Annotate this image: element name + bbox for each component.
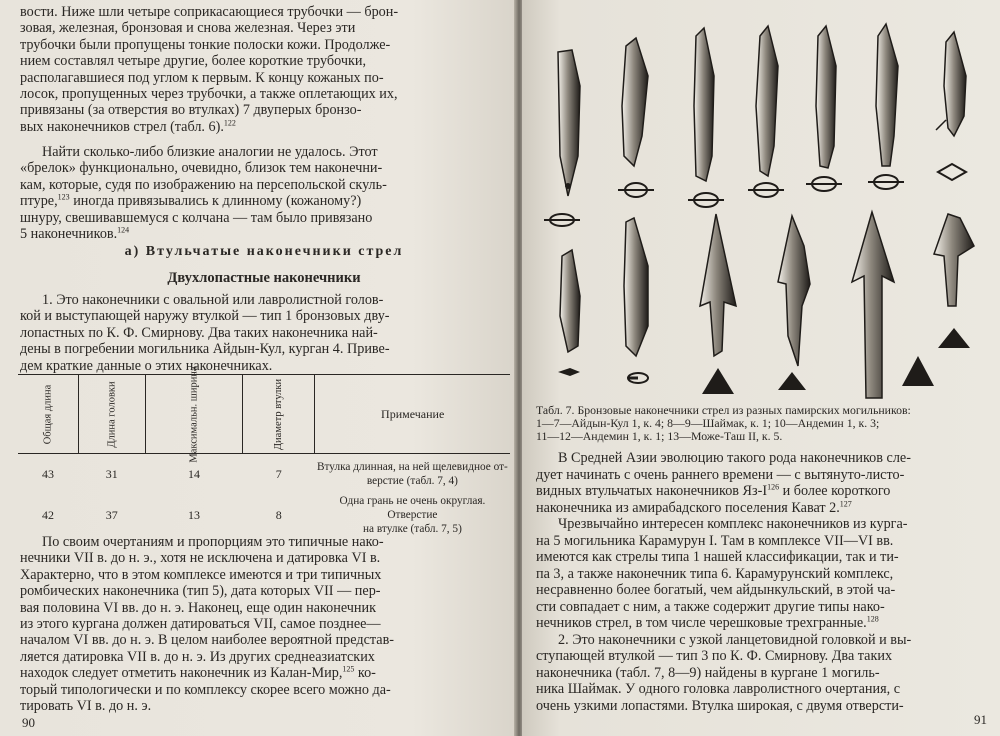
text-line: По своим очертаниям и пропорциям это типичные нако- xyxy=(42,534,384,550)
arrowhead-plate xyxy=(530,6,990,406)
type1-paragraph xyxy=(20,292,508,374)
analogy-paragraph xyxy=(20,144,508,242)
measurements-table xyxy=(18,366,510,536)
table-cell-note: Одна грань не очень округлая. Отверстие на втулке (табл. 7, 5) xyxy=(339,495,486,535)
text-line: вых наконечников стрел (табл. 6).$^{122}$ xyxy=(20,118,236,135)
text-line: 5 наконечников.$^{124}$ xyxy=(20,225,130,243)
footnote-ref: 122 xyxy=(223,118,236,128)
text-line: лосок, пропущенных через трубочки, а также оплетающих их, xyxy=(20,86,398,103)
section-heading: а) Втульчатые наконечники стрел xyxy=(124,244,404,259)
text-line: сти совпадает с ним, а также содержит другие типы нако- xyxy=(536,598,885,615)
text-line: дует начинать с очень раннего времени — с вытянуто-листо- xyxy=(536,466,905,483)
table-cell: 31 xyxy=(105,466,118,481)
table-row xyxy=(18,494,510,536)
text-line: ступающей втулкой — тип 3 по К. Ф. Смирнову. Два таких xyxy=(536,648,893,664)
text-line: Характерно, что в этом комплексе имеются и три типичных xyxy=(20,566,382,583)
text-line: кой и выступающей наружу втулкой — тип 1 бронзовых дву- xyxy=(20,308,390,325)
footnote-ref: 127 xyxy=(839,498,852,508)
text-line: 2. Это наконечники с узкой ланцетовидной головкой и вы- xyxy=(558,631,912,648)
text-line: тировать VI в. до н. э. xyxy=(20,698,152,715)
column-header: Общая длина xyxy=(18,375,78,454)
text-line: на 5 могильника Карамурун I. Там в комплексе VII—VI вв. xyxy=(536,532,894,549)
text-line: располагавшиеся под углом к первым. К концу кожаных по- xyxy=(20,69,384,86)
text-line: привязаны (за отверстия во втулках) 7 двуперых бронзо- xyxy=(20,102,362,119)
text-line: ляется датировка VII в. до н. э. Из других среднеазиатских xyxy=(20,648,375,665)
text-line: наконечника из амирабадского поселения Кават 2.$^{127}$ xyxy=(536,498,852,516)
text-line: нием составлял четыре другие, более короткие трубочки, xyxy=(20,53,367,70)
intro-paragraph xyxy=(20,4,508,135)
caption-line: 1—7—Айдын-Кул 1, к. 4; 8—9—Шаймак, к. 1; 10—Андемин 1, к. 3; xyxy=(536,415,880,430)
text-line: несравненно более богатый, чем айдынкульский, в этой ча- xyxy=(536,582,896,598)
arrowhead-drawing xyxy=(624,218,648,383)
text-line: очень узкими лопастями. Втулка широкая, с двумя отверсти- xyxy=(536,697,904,714)
text-line: трубочки были пропущены тонкие полоски кожи. Продолже- xyxy=(20,36,391,53)
text-line: нечники VII в. до н. э., хотя не исключена и датировка VI в. xyxy=(20,550,381,567)
caption-line: 11—12—Андемин 1, к. 1; 13—Може-Таш II, к. 5. xyxy=(536,428,783,443)
text-line: наконечника (табл. 7, 8—9) найдены в кургане 1 могиль- xyxy=(536,664,880,681)
arrowhead-drawing xyxy=(558,250,580,376)
footnote-ref: 128 xyxy=(866,614,879,624)
text-line: дены в погребении могильника Айдын-Кул, курган 4. Приве- xyxy=(20,341,390,358)
arrowhead-drawing xyxy=(934,214,974,348)
table-cell: 37 xyxy=(105,507,118,522)
table-cell: 8 xyxy=(275,507,282,522)
text-line: В Средней Азии эволюцию такого рода наконечников сле- xyxy=(558,450,911,466)
text-line: нечников стрел, в том числе черешковые трехгранные.$^{128}$ xyxy=(536,614,879,631)
arrowhead-drawing xyxy=(778,216,810,390)
column-header-note: Примечание xyxy=(315,375,510,454)
page-number: 90 xyxy=(22,715,35,730)
text-line: лопастных по К. Ф. Смирнову. Два таких наконечника най- xyxy=(20,324,378,341)
text-line: «брелок» функционально, очевидно, близок тем наконечни- xyxy=(20,160,383,177)
text-line: Найти сколько-либо близкие аналогии не удалось. Этот xyxy=(42,144,378,160)
arrowhead-drawing xyxy=(868,24,904,189)
arrowhead-drawing xyxy=(936,32,966,180)
column-header: Диаметр втулки xyxy=(243,375,315,454)
text-line: па 3, а также наконечник типа 6. Карамурунский комплекс, xyxy=(536,565,894,582)
arrowhead-drawing xyxy=(544,50,580,226)
text-line: из этого кургана должен датироваться VII, самое позднее— xyxy=(20,616,381,633)
subsection-heading: Двухлопастные наконечники xyxy=(167,270,361,286)
text-line: шнуру, свешивавшемуся с колчана — там было привязано xyxy=(20,209,373,226)
text-line: ника Шаймак. У одного головка лавролистного очертания, с xyxy=(536,681,901,697)
footnote-ref: 124 xyxy=(117,225,130,235)
table-cell: 43 xyxy=(42,466,55,481)
table-cell: 7 xyxy=(275,466,282,481)
table-row xyxy=(18,454,510,495)
arrowhead-drawing xyxy=(618,38,654,197)
arrowhead-drawing xyxy=(852,212,934,398)
text-line: зовая, железная, бронзовая и снова железная. Через эти xyxy=(20,20,356,37)
plate-caption xyxy=(536,404,984,442)
table-cell-note: Втулка длинная, на ней щелевидное от- верстие (табл. 7, 4) xyxy=(316,461,508,487)
footnote-ref: 123 xyxy=(57,192,70,202)
text-line: торый типологически и по комплексу скорее всего можно да- xyxy=(20,681,391,698)
text-line: ромбических наконечника (тип 5), дата которых VII — пер- xyxy=(20,583,381,600)
text-line: кам, которые, судя по изображению на персепольской скуль- xyxy=(20,176,387,193)
dating-paragraph xyxy=(20,534,508,714)
text-line: видных втульчатых наконечников $Яз-I^{126}$ и более короткого xyxy=(536,482,891,499)
arrowhead-drawing xyxy=(700,214,736,394)
column-header: Длина головки xyxy=(78,375,145,454)
text-line: началом VI вв. до н. э. В целом наиболее вероятной представ- xyxy=(20,632,394,649)
text-line: Чрезвычайно интересен комплекс наконечников из курга- xyxy=(558,516,908,532)
text-line: 1. Это наконечники с овальной или лавролистной голов- xyxy=(42,292,384,308)
text-line: птуре,$^{123}$ иногда привязывались к длинному (кожаному?) xyxy=(20,192,362,210)
text-line: имеются как стрелы типа 1 нашей классификации, так и ти- xyxy=(536,549,899,565)
arrowhead-drawing xyxy=(748,26,784,197)
table-cell: 14 xyxy=(187,466,200,481)
right-page xyxy=(522,0,1000,736)
arrowhead-drawing xyxy=(806,26,842,191)
page-number: 91 xyxy=(974,712,987,727)
text-line: дем краткие данные о этих наконечниках. xyxy=(20,357,273,374)
caption-line: Табл. 7. Бронзовые наконечники стрел из разных памирских могильников: xyxy=(536,403,911,417)
table-cell: 13 xyxy=(187,507,200,522)
arrowhead-drawing xyxy=(688,28,724,207)
text-line: находок следует отметить наконечник из Калан-Мир,$^{125}$ ко- xyxy=(20,664,376,682)
text-line: вости. Ниже шли четыре соприкасающиеся трубочки — брон- xyxy=(20,4,399,20)
column-header: Максимальн. ширина xyxy=(145,375,242,454)
footnote-ref: 126 xyxy=(767,482,780,492)
footnote-ref: 125 xyxy=(342,664,355,674)
table-cell: 42 xyxy=(42,507,55,522)
right-text xyxy=(536,450,992,714)
text-line: вая половина VI вв. до н. э. Наконец, еще один наконечник xyxy=(20,599,377,616)
